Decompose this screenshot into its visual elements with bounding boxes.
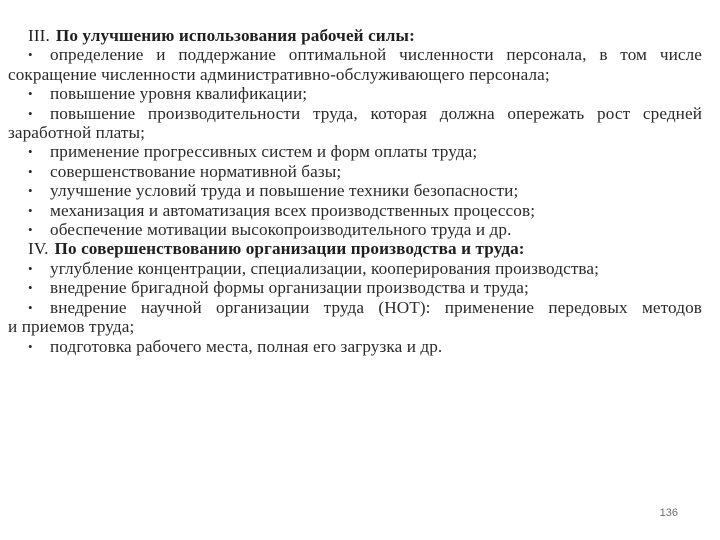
list-item-text: повышение уровня квалификации;	[50, 84, 308, 104]
list-item	[8, 181, 702, 200]
bullet: •	[28, 163, 33, 179]
bullet: •	[28, 47, 33, 63]
document-body	[8, 26, 702, 356]
list-item-text: сокращение численности административно-обслуживающего персонала;	[8, 64, 550, 84]
bullet: •	[28, 144, 33, 160]
list-item	[8, 45, 702, 64]
list-item-text: определение и поддержание оптимальной численности персонала, в том числе	[50, 45, 702, 65]
bullet: •	[28, 183, 33, 199]
list-item-continuation	[8, 317, 702, 336]
bullet: •	[28, 338, 33, 354]
list-item-text: механизация и автоматизация всех производственных процессов;	[50, 200, 536, 220]
list-item	[8, 104, 702, 123]
bullet: •	[28, 280, 33, 296]
list-item	[8, 298, 702, 317]
list-item	[8, 84, 702, 103]
list-item	[8, 259, 702, 278]
section-heading	[8, 239, 702, 258]
list-item-text: повышение производительности труда, которая должна опережать рост средней	[50, 103, 702, 123]
list-item	[8, 201, 702, 220]
list-item-text: внедрение бригадной формы организации производства и труда;	[50, 278, 529, 298]
list-item-text: обеспечение мотивации высокопроизводительного труда и др.	[50, 220, 512, 240]
list-item-text: улучшение условий труда и повышение техники безопасности;	[50, 181, 519, 201]
bullet: •	[28, 105, 33, 121]
bullet: •	[28, 202, 33, 218]
section-title: По улучшению использования рабочей силы:	[55, 26, 415, 45]
list-item-text: заработной платы;	[8, 123, 146, 143]
list-item-text: применение прогрессивных систем и форм оплаты труда;	[50, 142, 478, 162]
list-item-text: и приемов труда;	[8, 317, 135, 337]
section-number: III.	[28, 26, 50, 45]
list-item-text: углубление концентрации, специализации, кооперирования производства;	[50, 258, 600, 278]
page-number: 136	[659, 507, 678, 519]
section-title: По совершенствованию организации производства и труда:	[54, 239, 525, 259]
list-item-continuation	[8, 65, 702, 84]
list-item-continuation	[8, 123, 702, 142]
list-item-text: совершенствование нормативной базы;	[50, 161, 342, 181]
bullet: •	[28, 86, 33, 102]
list-item-text: внедрение научной организации труда (НОТ): применение передовых методов	[50, 297, 702, 317]
list-item	[8, 162, 702, 181]
list-item	[8, 220, 702, 239]
section-heading	[8, 26, 702, 45]
section-number: IV.	[28, 239, 49, 259]
bullet: •	[28, 260, 33, 276]
list-item	[8, 142, 702, 161]
list-item	[8, 337, 702, 356]
bullet: •	[28, 222, 33, 238]
list-item-text: подготовка рабочего места, полная его загрузка и др.	[50, 336, 443, 356]
bullet: •	[28, 299, 33, 315]
list-item	[8, 278, 702, 297]
